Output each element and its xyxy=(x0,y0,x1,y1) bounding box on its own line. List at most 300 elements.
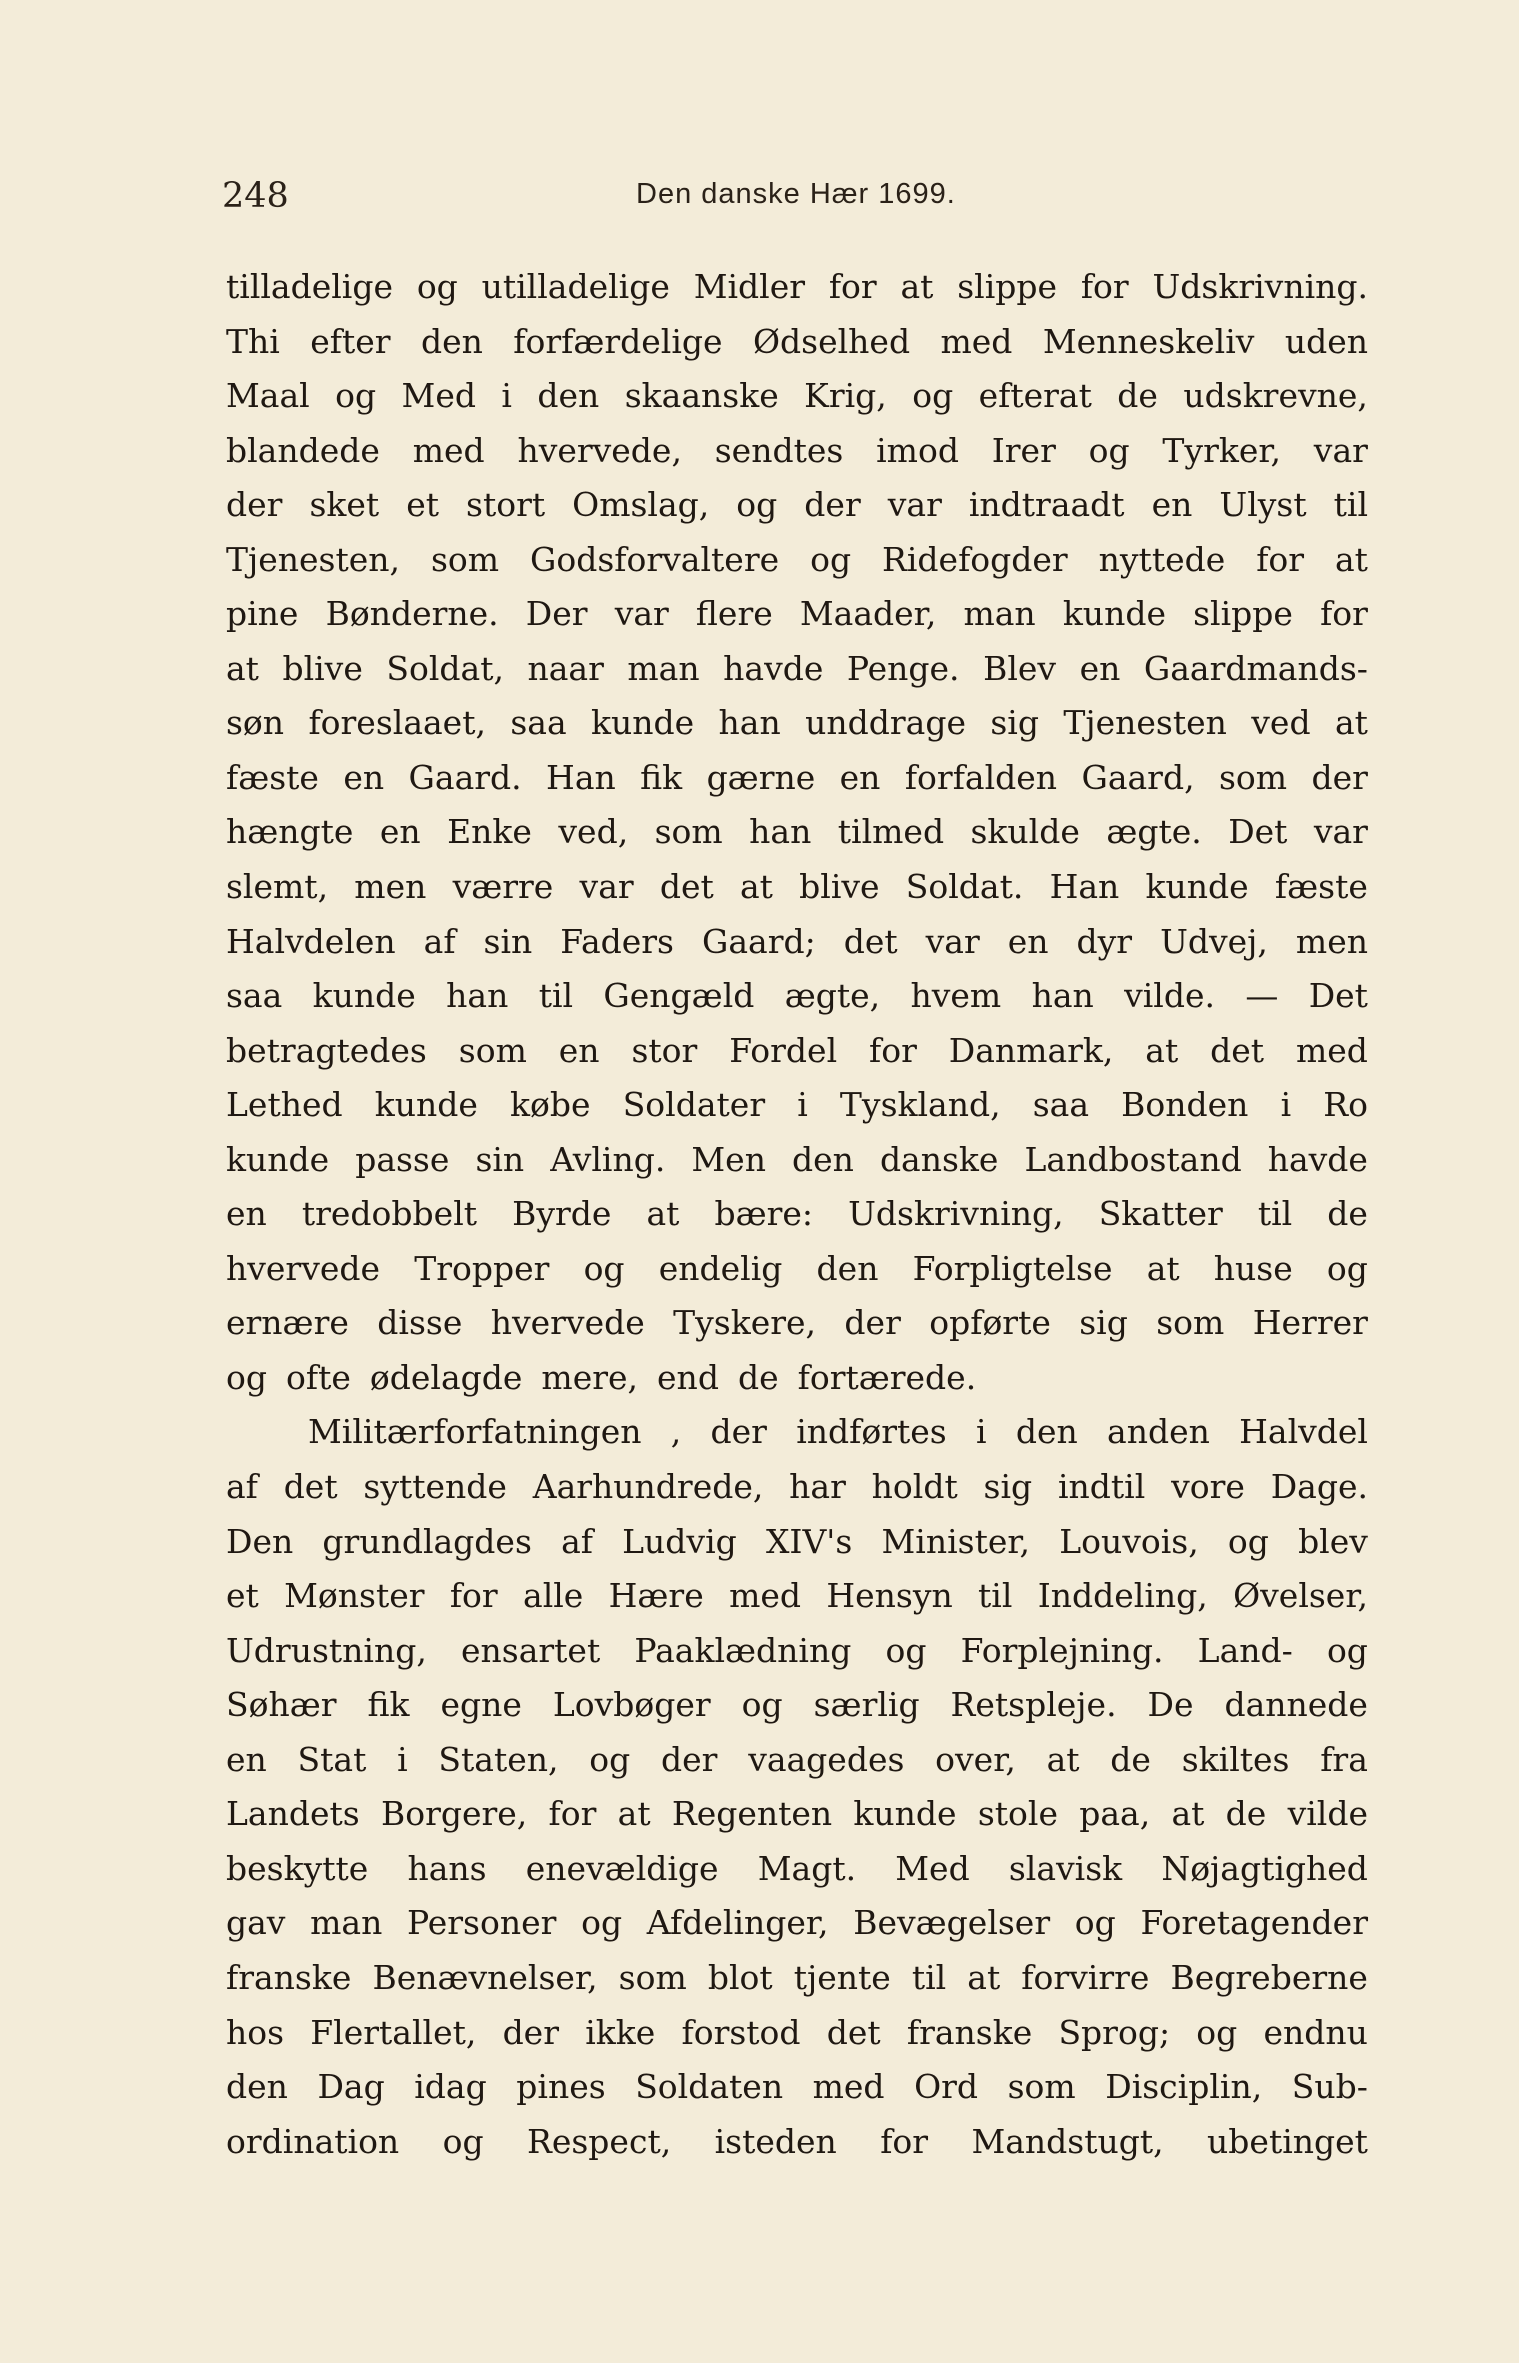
word: kunde xyxy=(374,1085,478,1125)
word: Sprog; xyxy=(1058,2012,1171,2052)
word: endelig xyxy=(658,1248,783,1288)
word: pine xyxy=(226,594,299,634)
word: Ødselhed xyxy=(752,321,911,361)
word: sendtes xyxy=(714,430,844,470)
word: ernære xyxy=(226,1303,349,1343)
text-line xyxy=(226,1794,1368,1849)
word: Bonden xyxy=(1121,1085,1249,1125)
word: Ludvig xyxy=(622,1521,737,1561)
word: ubetinget xyxy=(1207,2121,1368,2161)
word: sin xyxy=(483,921,533,961)
word: Flertallet, xyxy=(310,2012,477,2052)
word: Retspleje. xyxy=(950,1685,1117,1725)
word: endnu xyxy=(1263,2012,1368,2052)
word: forfalden xyxy=(904,757,1058,797)
word: var xyxy=(614,594,669,634)
word: at xyxy=(1145,1030,1179,1070)
word: der xyxy=(710,1412,767,1452)
word: Gaard, xyxy=(1081,757,1195,797)
word: grundlagdes xyxy=(322,1521,532,1561)
word: Disciplin, xyxy=(1105,2067,1263,2107)
word: som xyxy=(618,1957,687,1997)
word: for xyxy=(1320,594,1368,634)
word: de xyxy=(1117,376,1158,416)
word: skiltes xyxy=(1181,1739,1290,1779)
word: forfærdelige xyxy=(513,321,723,361)
word: danske xyxy=(879,1139,999,1179)
word: den xyxy=(1015,1412,1078,1452)
word: Ridefogder xyxy=(882,539,1068,579)
word: en xyxy=(1079,648,1121,688)
word: hos xyxy=(226,2012,285,2052)
word: egne xyxy=(440,1685,522,1725)
word: indtraadt xyxy=(968,485,1125,525)
word: fra xyxy=(1320,1739,1368,1779)
word: hvervede, xyxy=(517,430,682,470)
word: foreslaaet, xyxy=(308,703,486,743)
word: ødelagde xyxy=(369,1357,523,1397)
word: det xyxy=(1210,1030,1265,1070)
word: var xyxy=(925,921,980,961)
word: en xyxy=(226,1194,267,1234)
word: Paaklædning xyxy=(634,1630,852,1670)
word: en xyxy=(839,757,881,797)
text-line xyxy=(226,267,1368,322)
word: i xyxy=(976,1412,987,1452)
word: for xyxy=(869,1030,917,1070)
word: Maal xyxy=(226,376,310,416)
word: de xyxy=(1327,1194,1368,1234)
word: han xyxy=(446,976,509,1016)
word: holdt xyxy=(871,1467,958,1507)
word: at xyxy=(617,1794,651,1834)
text-line xyxy=(226,2122,1368,2177)
word: blive xyxy=(799,867,880,907)
word: uden xyxy=(1284,321,1368,361)
text-line xyxy=(226,1576,1368,1631)
word: saa xyxy=(226,976,283,1016)
word: Menneskeliv xyxy=(1042,321,1255,361)
word: anden xyxy=(1107,1412,1210,1452)
word: Magt. xyxy=(757,1848,857,1888)
word: isteden xyxy=(714,2121,837,2161)
word: fæste xyxy=(1274,867,1368,907)
word: slippe xyxy=(1193,594,1293,634)
word: med xyxy=(729,1576,802,1616)
word: til xyxy=(911,1957,947,1997)
text-line xyxy=(226,594,1368,649)
word: at xyxy=(226,648,259,688)
word: med xyxy=(940,321,1013,361)
word: og xyxy=(1074,1903,1116,1943)
word: blot xyxy=(707,1957,773,1997)
text-line xyxy=(226,976,1368,1031)
word: den xyxy=(816,1248,879,1288)
word: bære: xyxy=(714,1194,814,1234)
word: Det xyxy=(1228,812,1288,852)
word: De xyxy=(1147,1685,1194,1725)
word: Faders xyxy=(560,921,674,961)
word: som xyxy=(1007,2067,1076,2107)
text-line xyxy=(226,540,1368,595)
word: Der xyxy=(525,594,588,634)
word: til xyxy=(978,1576,1013,1616)
word: slemt, xyxy=(226,867,329,907)
word: hans xyxy=(407,1848,487,1888)
word: at xyxy=(646,1194,680,1234)
word: der xyxy=(226,485,283,525)
word: indtil xyxy=(1057,1467,1146,1507)
word: Tyskland, xyxy=(839,1085,1001,1125)
word: og xyxy=(1088,430,1130,470)
word: der xyxy=(804,485,861,525)
word: og xyxy=(416,267,458,306)
word: for xyxy=(1256,539,1305,579)
running-head: Den danske Hær 1699. xyxy=(636,178,956,210)
word: søn xyxy=(226,703,285,743)
word: gærne xyxy=(706,757,816,797)
word: beskytte xyxy=(226,1848,369,1888)
word: som xyxy=(1156,1303,1225,1343)
word: de xyxy=(1225,1794,1267,1834)
word: — xyxy=(1245,976,1279,1016)
word: Benævnelser, xyxy=(372,1957,598,1997)
word: franske xyxy=(226,1957,352,1997)
word: Regenten xyxy=(671,1794,833,1834)
word: Afdelinger, xyxy=(646,1903,829,1943)
word: Godsforvaltere xyxy=(530,539,780,579)
word: Halvdelen xyxy=(226,921,396,961)
word: med xyxy=(812,2067,885,2107)
word: Soldat, xyxy=(386,648,504,688)
text-line xyxy=(226,1685,1368,1740)
word: Tyrker, xyxy=(1162,430,1282,470)
word: værre xyxy=(452,867,554,907)
text-line xyxy=(226,922,1368,977)
word: Udskrivning. xyxy=(1152,267,1368,306)
word: Gengæld xyxy=(603,976,755,1016)
word: og xyxy=(335,376,377,416)
word: ægte. xyxy=(1106,812,1202,852)
word: mere, xyxy=(541,1357,639,1397)
word: Staten, xyxy=(438,1739,559,1779)
word: havde xyxy=(1267,1139,1368,1179)
word: Med xyxy=(401,376,476,416)
text-line xyxy=(226,1522,1368,1577)
word: et xyxy=(406,485,439,525)
word: kunde xyxy=(226,1139,330,1179)
word: og xyxy=(741,1685,783,1725)
word: en xyxy=(558,1030,600,1070)
word: Forpligtelse xyxy=(912,1248,1113,1288)
word: Minister, xyxy=(881,1521,1031,1561)
word: og xyxy=(1326,1248,1368,1288)
word: stort xyxy=(466,485,546,525)
word: Louvois, xyxy=(1059,1521,1199,1561)
word: Bønderne. xyxy=(325,594,499,634)
word: kunde xyxy=(853,1794,957,1834)
word: at xyxy=(1171,1794,1205,1834)
word: der xyxy=(844,1303,901,1343)
text-line xyxy=(226,1140,1368,1195)
word: det xyxy=(283,1467,338,1507)
word: sig xyxy=(990,703,1039,743)
word: og xyxy=(581,1903,623,1943)
word: saa xyxy=(1032,1085,1090,1125)
word: Personer xyxy=(407,1903,557,1943)
word: pines xyxy=(516,2067,606,2107)
word: kunde xyxy=(591,703,695,743)
word: disse xyxy=(377,1303,463,1343)
word: en xyxy=(379,812,421,852)
word: Dag xyxy=(317,2067,385,2107)
word: Ulyst xyxy=(1219,485,1307,525)
word: Midler xyxy=(693,267,806,306)
word: dannede xyxy=(1224,1685,1368,1725)
word: som xyxy=(654,812,723,852)
word: for xyxy=(548,1794,597,1834)
word: naar xyxy=(527,648,604,688)
word: Fordel xyxy=(729,1030,838,1070)
word: kunde xyxy=(312,976,416,1016)
word: Halvdel xyxy=(1239,1412,1368,1452)
word: Mønster xyxy=(284,1576,425,1616)
word: han xyxy=(749,812,812,852)
word: Borgere, xyxy=(380,1794,528,1834)
text-line xyxy=(226,1467,1368,1522)
word: Han xyxy=(546,757,616,797)
word: i xyxy=(501,376,512,416)
word: at xyxy=(1146,1248,1180,1288)
word: ofte xyxy=(286,1357,351,1397)
word: fik xyxy=(367,1685,410,1725)
word: et xyxy=(226,1576,259,1616)
word: ægte, xyxy=(784,976,881,1016)
word: men xyxy=(1295,921,1368,961)
word: Udrustning, xyxy=(226,1630,427,1670)
word: ensartet xyxy=(461,1630,601,1670)
word: end xyxy=(657,1357,719,1397)
word: nyttede xyxy=(1098,539,1226,579)
word: Udskrivning, xyxy=(848,1194,1064,1234)
word: og xyxy=(1227,1521,1269,1561)
word: blev xyxy=(1298,1521,1368,1561)
text-line xyxy=(226,1085,1368,1140)
word: den xyxy=(226,2067,288,2107)
word: med xyxy=(412,430,485,470)
text-line xyxy=(226,1031,1368,1086)
word: man xyxy=(310,1903,383,1943)
word: de xyxy=(737,1357,779,1397)
word: Soldat. xyxy=(905,867,1024,907)
word: hvem xyxy=(910,976,1002,1016)
word: Sub- xyxy=(1291,2067,1368,2107)
word: at xyxy=(740,867,773,907)
text-line xyxy=(226,431,1368,486)
text-line xyxy=(226,1249,1368,1304)
word: de xyxy=(1110,1739,1151,1779)
word: han xyxy=(718,703,781,743)
body-text xyxy=(226,267,1368,2176)
word: Hære xyxy=(608,1576,704,1616)
word: Tropper xyxy=(414,1248,550,1288)
word: særlig xyxy=(813,1685,920,1725)
word: hængte xyxy=(226,812,354,852)
word: utilladelige xyxy=(481,267,670,306)
word: huse xyxy=(1213,1248,1293,1288)
word: den xyxy=(537,376,600,416)
word: i xyxy=(397,1739,408,1779)
word: skulde xyxy=(970,812,1080,852)
word: at xyxy=(1046,1739,1080,1779)
word: vilde. xyxy=(1124,976,1215,1016)
word: han xyxy=(1031,976,1094,1016)
word: som xyxy=(1218,757,1288,797)
word: sket xyxy=(309,485,380,525)
word: efter xyxy=(310,321,391,361)
word: franske xyxy=(906,2012,1033,2052)
word: Irer xyxy=(991,430,1056,470)
word: for xyxy=(449,1576,498,1616)
word: opførte xyxy=(929,1303,1051,1343)
word: man xyxy=(627,648,700,688)
word: Byrde xyxy=(512,1194,612,1234)
word: man xyxy=(963,594,1036,634)
word: Maader, xyxy=(799,594,937,634)
word: Skatter xyxy=(1098,1194,1223,1234)
word: en xyxy=(226,1739,267,1779)
word: fæste xyxy=(226,757,319,797)
word: at xyxy=(1334,703,1368,743)
word: Lovbøger xyxy=(552,1685,711,1725)
word: og xyxy=(589,1739,631,1779)
word: og xyxy=(810,539,852,579)
word: den xyxy=(420,321,483,361)
text-line xyxy=(226,1740,1368,1795)
word: over, xyxy=(935,1739,1016,1779)
word: var xyxy=(887,485,942,525)
text-line xyxy=(226,1303,1368,1358)
word: Han xyxy=(1049,867,1120,907)
word: Herrer xyxy=(1252,1303,1368,1343)
word: og xyxy=(226,1357,267,1397)
word: slavisk xyxy=(1008,1848,1123,1888)
text-line xyxy=(226,1358,1368,1413)
word: Nøjagtighed xyxy=(1161,1848,1368,1888)
word: Men xyxy=(691,1139,766,1179)
word: ikke xyxy=(585,2012,656,2052)
word: for xyxy=(880,2121,929,2161)
word: betragtedes xyxy=(226,1030,427,1070)
word: indførtes xyxy=(796,1412,947,1452)
text-line xyxy=(226,1849,1368,1904)
word: imod xyxy=(876,430,959,470)
word: af xyxy=(226,1467,258,1507)
word: en xyxy=(343,757,385,797)
word: i xyxy=(797,1085,808,1125)
word: Aarhundrede, xyxy=(532,1467,764,1507)
word: vore xyxy=(1171,1467,1245,1507)
word: at xyxy=(900,267,934,306)
word: Den xyxy=(226,1521,294,1561)
word: til xyxy=(1333,485,1368,525)
word: og xyxy=(885,1630,927,1670)
word: Omslag, xyxy=(572,485,710,525)
word: hvervede xyxy=(226,1248,381,1288)
word: og xyxy=(442,2121,484,2161)
word: var xyxy=(579,867,634,907)
word: til xyxy=(1257,1194,1293,1234)
word: sin xyxy=(475,1139,525,1179)
word: slippe xyxy=(957,267,1058,306)
page-number: 248 xyxy=(222,176,289,216)
word: for xyxy=(1080,267,1129,306)
word: kunde xyxy=(1062,594,1166,634)
text-line xyxy=(226,1958,1368,2013)
text-line xyxy=(226,2067,1368,2122)
text-line xyxy=(226,812,1368,867)
word: købe xyxy=(510,1085,591,1125)
text-line xyxy=(226,758,1368,813)
word: sig xyxy=(983,1467,1033,1507)
word: at xyxy=(967,1957,1001,1997)
word: Blev xyxy=(983,648,1057,688)
word: det xyxy=(826,2012,881,2052)
word: stole xyxy=(977,1794,1058,1834)
word: har xyxy=(789,1467,846,1507)
word: Landets xyxy=(226,1794,360,1834)
word: Hensyn xyxy=(826,1576,953,1616)
word: en xyxy=(1007,921,1049,961)
word: Soldaten xyxy=(635,2067,784,2107)
word: der xyxy=(1311,757,1368,797)
word: ved, xyxy=(558,812,629,852)
word: tredobbelt xyxy=(301,1194,478,1234)
word: vaagedes xyxy=(748,1739,905,1779)
word: forstod xyxy=(681,2012,801,2052)
word: kunde xyxy=(1145,867,1249,907)
word: tjente xyxy=(793,1957,891,1997)
word: blive xyxy=(282,648,363,688)
word: sig xyxy=(1079,1303,1128,1343)
word: Lethed xyxy=(226,1085,343,1125)
word: Militærforfatningen xyxy=(308,1412,642,1452)
word: Ro xyxy=(1323,1085,1368,1125)
word: Avling. xyxy=(550,1139,666,1179)
word: fik xyxy=(640,757,683,797)
word: Dage. xyxy=(1270,1467,1368,1507)
word: for xyxy=(828,267,877,306)
word: var xyxy=(1313,430,1368,470)
word: unddrage xyxy=(805,703,966,743)
word: alle xyxy=(523,1576,584,1616)
word: forvirre xyxy=(1021,1957,1150,1997)
word: skaanske xyxy=(624,376,779,416)
word: ved xyxy=(1251,703,1311,743)
word: Begreberne xyxy=(1170,1957,1368,1997)
text-line xyxy=(226,1194,1368,1249)
word: Land- xyxy=(1197,1630,1293,1670)
word: , xyxy=(670,1412,682,1452)
word: saa xyxy=(510,703,567,743)
word: og xyxy=(1196,2012,1238,2052)
word: Forplejning. xyxy=(960,1630,1164,1670)
word: af xyxy=(561,1521,593,1561)
text-line xyxy=(226,1412,1368,1467)
word: ordination xyxy=(226,2121,400,2161)
word: tilladelige xyxy=(226,267,394,306)
word: der xyxy=(661,1739,718,1779)
